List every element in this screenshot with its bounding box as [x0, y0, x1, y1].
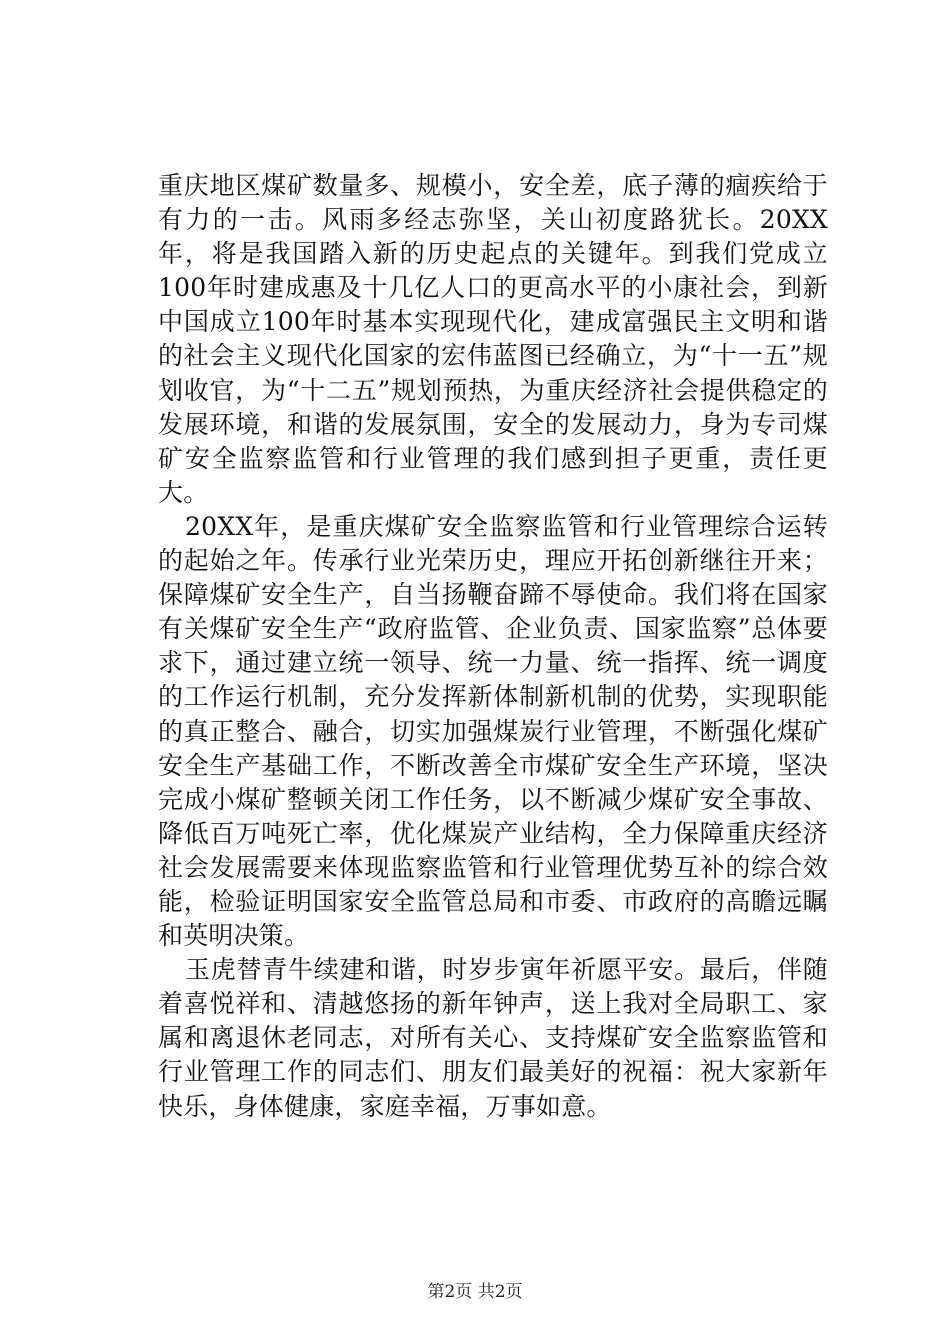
paragraph-new-year-wishes: 玉虎替青牛续建和谐，时岁步寅年祈愿平安。最后，伴随着喜悦祥和、清越悠扬的新年钟声，送上我对全局职工、家属和离退休老同志，对所有关心、支持煤矿安全监察监管和行业管理工作的同志们、朋友们最美好的祝福：祝大家新年快乐，身体健康，家庭幸福，万事如意。 [158, 955, 828, 1121]
paragraph-start-of-year: 20XX年，是重庆煤矿安全监察监管和行业管理综合运转的起始之年。传承行业光荣历史，理应开拓创新继往开来；保障煤矿安全生产，自当扬鞭奋蹄不辱使命。我们将在国家有关煤矿安全生产“政府监管、企业负责、国家监察”总体要求下，通过建立统一领导、统一力量、统一指挥、统一调度的工作运行机制，充分发挥新体制新机制的优势，实现职能的真正整合、融合，切实加强煤炭行业管理，不断强化煤矿安全生产基础工作，不断改善全市煤矿安全生产环境，坚决完成小煤矿整顿关闭工作任务，以不断减少煤矿安全事故、降低百万吨死亡率，优化煤炭产业结构，全力保障重庆经济社会发展需要来体现监察监管和行业管理优势互补的综合效能，检验证明国家安全监管总局和市委、市政府的高瞻远瞩和英明决策。 [158, 511, 828, 951]
page-number-footer: 第2页 共2页 [427, 1282, 523, 1302]
document-body [158, 169, 828, 1124]
paragraph-continued: 重庆地区煤矿数量多、规模小，安全差，底子薄的痼疾给于有力的一击。风雨多经志弥坚，关山初度路犹长。20XX年，将是我国踏入新的历史起点的关键年。到我们党成立100年时建成惠及十几亿人口的更高水平的小康社会，到新中国成立100年时基本实现现代化，建成富强民主文明和谐的社会主义现代化国家的宏伟蓝图已经确立，为“十一五”规划收官，为“十二五”规划预热，为重庆经济社会提供稳定的发展环境，和谐的发展氛围，安全的发展动力，身为专司煤矿安全监察监管和行业管理的我们感到担子更重，责任更大。 [158, 171, 828, 507]
